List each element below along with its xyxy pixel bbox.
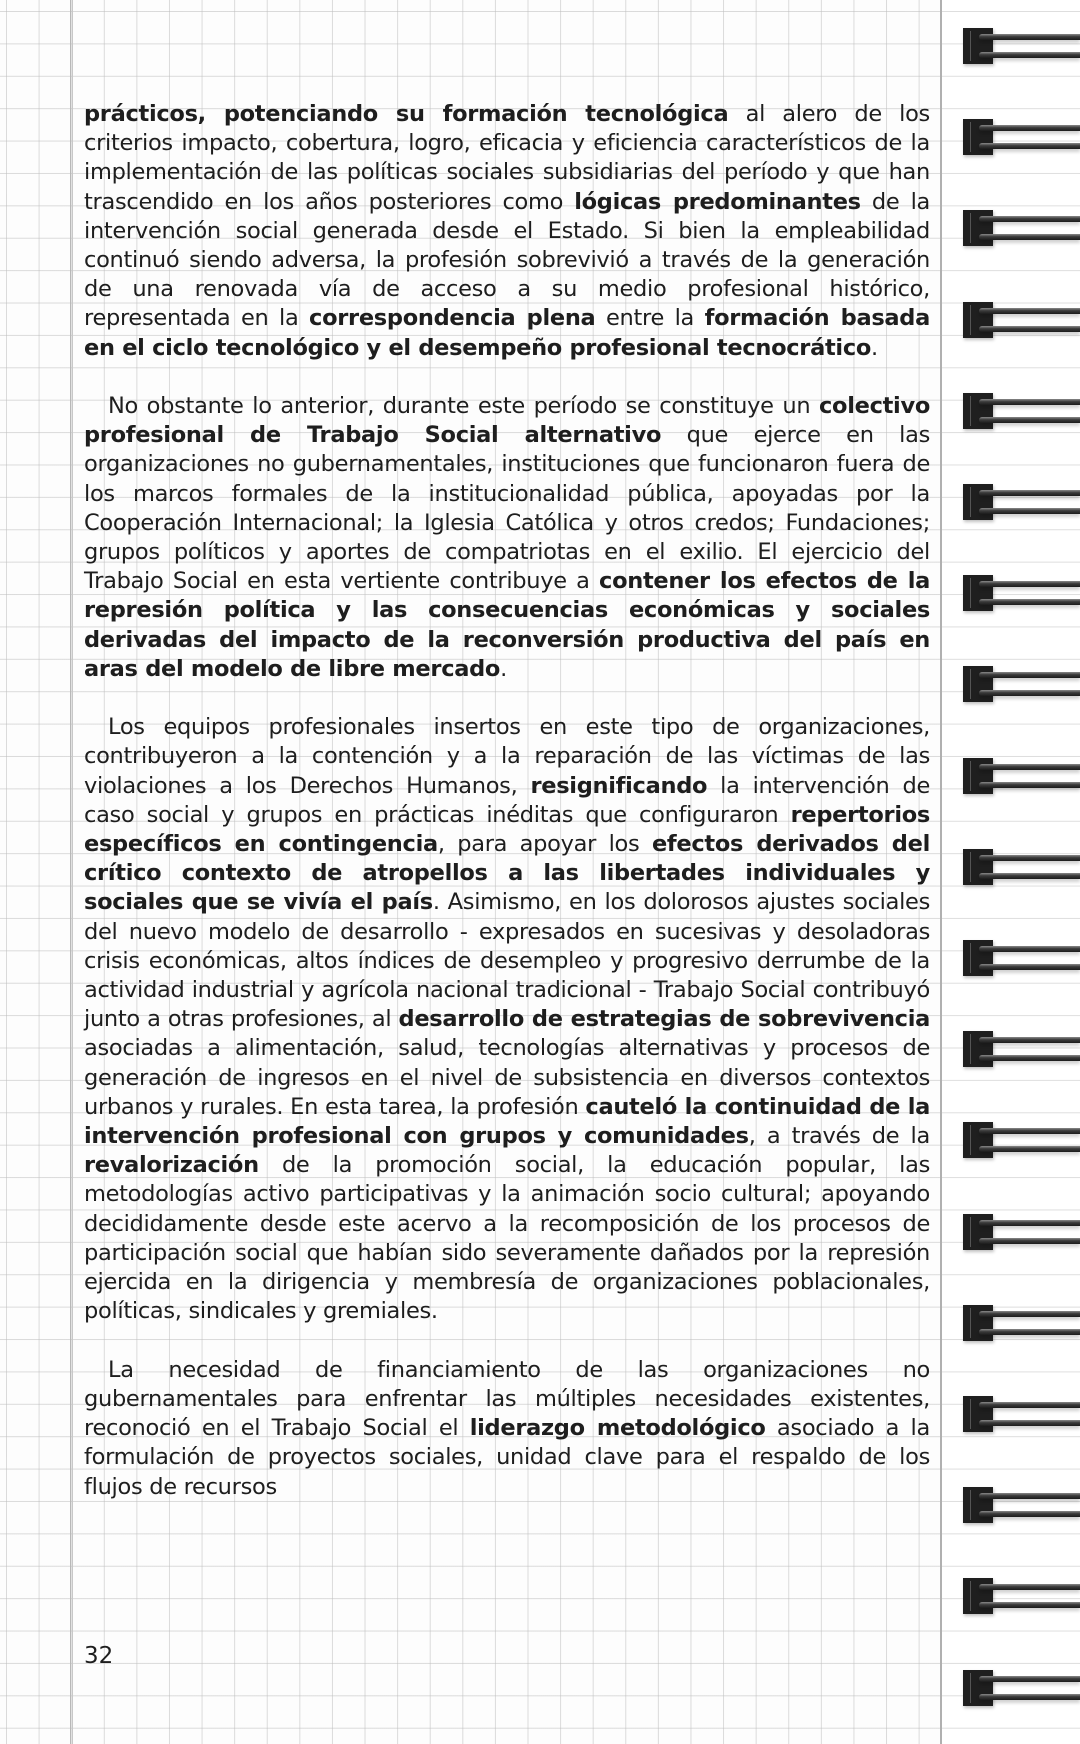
ring-wire [979, 946, 1080, 952]
bold-phrase: lógicas predominantes [574, 188, 861, 215]
ring-wire [979, 1694, 1080, 1700]
text-run: . [871, 334, 878, 361]
bold-phrase: repertorios específicos en contingencia [84, 801, 930, 858]
spiral-ring-icon [963, 28, 1080, 68]
ring-wire [979, 1676, 1080, 1682]
text-run: No obstante lo anterior, durante este período se constituye un [108, 393, 819, 420]
spiral-ring-icon [963, 484, 1080, 524]
text-run: entre la [595, 305, 705, 332]
ring-wire [979, 855, 1080, 861]
spiral-ring-icon [963, 1487, 1080, 1527]
spiral-ring-icon [963, 849, 1080, 889]
ring-wire [979, 52, 1080, 58]
ring-wire [979, 417, 1080, 423]
text-run: , a través de la [748, 1123, 930, 1150]
spiral-ring-icon [963, 1031, 1080, 1071]
spiral-ring-icon [963, 1305, 1080, 1345]
ring-wire [979, 1511, 1080, 1517]
bold-phrase: efectos derivados del crítico contexto de atropellos a las libertades individuales y sociales que se vivía el país [84, 831, 930, 916]
text-run: Los equipos profesionales insertos en este tipo de organizaciones, contribuyeron a la contención y a la reparación de las víctimas de las violaciones a los Derechos Humanos, [84, 714, 930, 799]
ring-wire [979, 782, 1080, 788]
text-run: . [500, 655, 507, 682]
ring-wire [979, 234, 1080, 240]
ring-wire [979, 1146, 1080, 1152]
ring-wire [979, 308, 1080, 314]
ring-wire [979, 1493, 1080, 1499]
bold-phrase: resignificando [530, 772, 708, 799]
spiral-ring-icon [963, 1396, 1080, 1436]
ring-wire [979, 1402, 1080, 1408]
ring-wire [979, 873, 1080, 879]
ring-wire [979, 216, 1080, 222]
spiral-ring-icon [963, 119, 1080, 159]
ring-wire [979, 508, 1080, 514]
ring-wire [979, 581, 1080, 587]
bold-phrase: liderazgo metodológico [469, 1415, 766, 1442]
spiral-ring-icon [963, 1578, 1080, 1618]
text-run: asociado a la formulación de proyectos sociales, unidad clave para el respaldo de los flujos de recursos [84, 1415, 930, 1500]
ring-wire [979, 125, 1080, 131]
page-body [84, 100, 930, 1531]
paragraph-4 [84, 1356, 930, 1502]
ring-clip [963, 302, 993, 338]
ring-wire [979, 1311, 1080, 1317]
ring-wire [979, 1037, 1080, 1043]
ring-wire [979, 764, 1080, 770]
spiral-ring-icon [963, 1214, 1080, 1254]
ring-wire [979, 326, 1080, 332]
spiral-ring-icon [963, 1670, 1080, 1710]
bold-phrase: desarrollo de estrategias de sobrevivencia [398, 1006, 930, 1033]
ring-wire [979, 143, 1080, 149]
bold-phrase: contener los efectos de la represión política y las consecuencias económicas y sociales derivadas del impacto de la reconversión productiva del país en aras del modelo de libre mercado [84, 568, 931, 682]
paragraph-3 [84, 713, 930, 1326]
bold-phrase: cauteló la continuidad de la intervención profesional con grupos y comunidades [84, 1093, 930, 1150]
page-number: 32 [84, 1643, 114, 1669]
text-run: de la promoción social, la educación popular, las metodologías activo participativas y la animación socio cultural; apoyando decididamente desde este acervo a la recomposición de los procesos de participación social que habían sido severamente dañados por la represión ejercida en la dirigencia y membresía de organizaciones poblacionales, políticas, sindicales y gremiales. [84, 1152, 930, 1325]
spiral-ring-icon [963, 575, 1080, 615]
paragraph-1 [84, 100, 930, 363]
ring-wire [979, 672, 1080, 678]
ring-clip [963, 1214, 993, 1250]
ring-wire [979, 1329, 1080, 1335]
ring-clip [963, 758, 993, 794]
spiral-ring-icon [963, 302, 1080, 342]
spiral-ring-icon [963, 758, 1080, 798]
text-run: La necesidad de financiamiento de las organizaciones no gubernamentales para enfrentar las múltiples necesidades existentes, reconoció en el Trabajo Social el [84, 1356, 930, 1442]
spiral-ring-icon [963, 666, 1080, 706]
text-run: . Asimismo, en los dolorosos ajustes sociales del nuevo modelo de desarrollo - expresados en sucesivas y desoladoras crisis económicas, altos índices de desempleo y progresivo derrumbe de la actividad industrial y agrícola nacional tradicional - Trabajo Social contribuyó junto a otras profesiones, al [84, 889, 930, 1033]
spiral-ring-icon [963, 1122, 1080, 1162]
ring-wire [979, 490, 1080, 496]
ring-clip [963, 1670, 993, 1706]
ring-wire [979, 964, 1080, 970]
ring-wire [979, 1584, 1080, 1590]
bold-phrase: correspondencia plena [309, 305, 596, 332]
text-run: que ejerce en las organizaciones no gubernamentales, instituciones que funcionaron fuera de los marcos formales de la institucionalidad pública, apoyadas por la Cooperación Internacional; la Iglesia Católica y otros credos; Fundaciones; grupos políticos y aportes de compatriotas en el exilio. El ejercicio del Trabajo Social en esta vertiente contribuye a [84, 422, 930, 595]
left-margin-line [70, 0, 73, 1744]
ring-wire [979, 1602, 1080, 1608]
text-run: al alero de los criterios impacto, cobertura, logro, eficacia y eficiencia característicos de la implementación de las políticas sociales subsidiarias del período y que han trascendido en los años posteriores como [84, 101, 930, 215]
ring-wire [979, 1055, 1080, 1061]
bold-phrase: formación basada en el ciclo tecnológico y el desempeño profesional tecnocrático [84, 305, 930, 361]
bold-phrase: revalorización [84, 1152, 259, 1179]
text-run: , para apoyar los [437, 831, 652, 858]
ring-wire [979, 399, 1080, 405]
spiral-ring-icon [963, 393, 1080, 433]
spiral-ring-icon [963, 210, 1080, 250]
ring-wire [979, 1220, 1080, 1226]
text-run: la intervención de caso social y grupos en prácticas inéditas que configuraron [84, 772, 930, 828]
ring-wire [979, 1420, 1080, 1426]
ring-wire [979, 1128, 1080, 1134]
bold-phrase: colectivo profesional de Trabajo Social alternativo [84, 393, 930, 449]
text-run: asociadas a alimentación, salud, tecnologías alternativas y procesos de generación de ingresos en el nivel de subsistencia en diversos contextos urbanos y rurales. En esta tarea, la profesión [84, 1035, 930, 1120]
ring-wire [979, 599, 1080, 605]
ring-wire [979, 34, 1080, 40]
ring-wire [979, 690, 1080, 696]
bold-phrase: prácticos, potenciando su formación tecnológica [84, 101, 729, 127]
paragraph-2 [84, 392, 930, 684]
spiral-ring-icon [963, 940, 1080, 980]
ring-wire [979, 1238, 1080, 1244]
text-run: de la intervención social generada desde el Estado. Si bien la empleabilidad continuó siendo adversa, la profesión sobrevivió a través de la generación de una renovada vía de acceso a su medio profesional histórico, representada en la [84, 188, 931, 332]
